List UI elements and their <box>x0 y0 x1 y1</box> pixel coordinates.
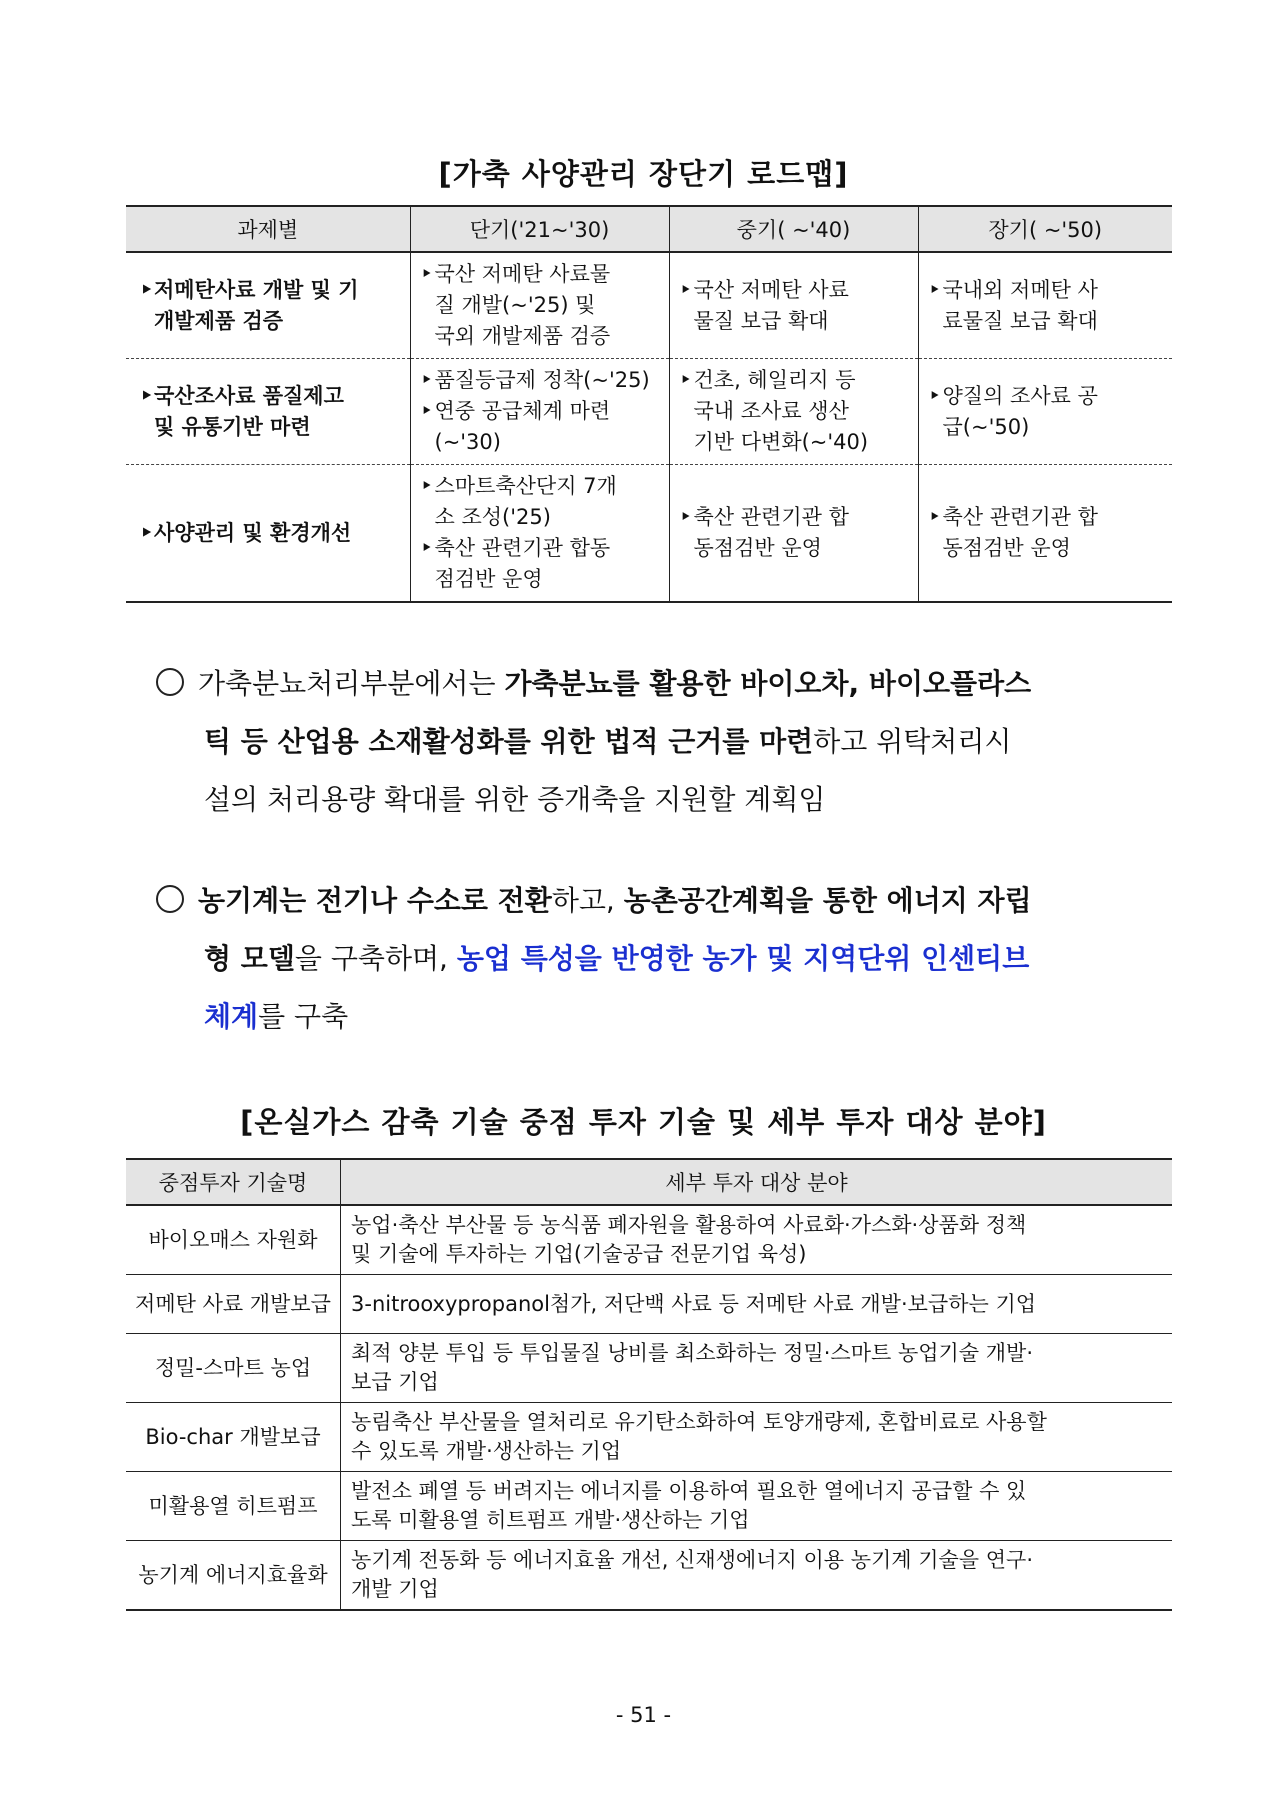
roadmap-table <box>126 205 1172 603</box>
detail-cell: 최적 양분 투입 등 투입물질 낭비를 최소화하는 정밀·스마트 농업기술 개발· 보급 기업 <box>341 1334 1173 1403</box>
table-row <box>126 1403 1172 1472</box>
table-row <box>126 1275 1172 1334</box>
tech-name-cell: 농기계 에너지효율화 <box>126 1541 341 1611</box>
paragraph-line: 형 모델을 구축하며, 농업 특성을 반영한 농가 및 지역단위 인센티브 <box>204 942 1030 975</box>
detail-cell: 농기계 전동화 등 에너지효율 개선, 신재생에너지 이용 농기계 기술을 연구· 개발 기업 <box>341 1541 1173 1611</box>
roadmap-header-mid: 중기( ~'40) <box>669 206 918 252</box>
invest-title: [온실가스 감축 기술 중점 투자 기술 및 세부 투자 대상 분야] <box>240 1105 1047 1139</box>
roadmap-header-row <box>126 206 1172 252</box>
task-cell: ‣저메탄사료 개발 및 기 개발제품 검증 <box>126 252 410 359</box>
short-cell: ‣국산 저메탄 사료물 질 개발(~'25) 및 국외 개발제품 검증 <box>410 252 669 359</box>
invest-header-name: 중점투자 기술명 <box>126 1159 341 1205</box>
tech-name-cell: 저메탄 사료 개발보급 <box>126 1275 341 1334</box>
paragraph-line: 체계를 구축 <box>204 1000 349 1033</box>
short-cell: ‣스마트축산단지 7개 소 조성('25) ‣축산 관련기관 합동 점검반 운영 <box>410 465 669 603</box>
tech-name-cell: 미활용열 히트펌프 <box>126 1472 341 1541</box>
long-cell: ‣양질의 조사료 공 급(~'50) <box>918 359 1172 465</box>
short-cell: ‣품질등급제 정착(~'25) ‣연중 공급체계 마련 (~'30) <box>410 359 669 465</box>
roadmap-header-task: 과제별 <box>126 206 410 252</box>
invest-table <box>126 1158 1172 1611</box>
detail-cell: 농림축산 부산물을 열처리로 유기탄소화하여 토양개량제, 혼합비료로 사용할 수 있도록 개발·생산하는 기업 <box>341 1403 1173 1472</box>
roadmap-title: [가축 사양관리 장단기 로드맵] <box>438 157 849 191</box>
task-cell: ‣사양관리 및 환경개선 <box>140 520 352 545</box>
circle-bullet-icon <box>156 885 184 913</box>
mid-cell: ‣건초, 헤일리지 등 국내 조사료 생산 기반 다변화(~'40) <box>669 359 918 465</box>
paragraph-line: 설의 처리용량 확대를 위한 증개축을 지원할 계획임 <box>204 783 826 816</box>
detail-cell: 발전소 폐열 등 버려지는 에너지를 이용하여 필요한 열에너지 공급할 수 있 도록 미활용열 히트펌프 개발·생산하는 기업 <box>341 1472 1173 1541</box>
paragraph-line: 틱 등 산업용 소재활성화를 위한 법적 근거를 마련하고 위탁처리시 <box>204 725 1012 758</box>
table-row <box>126 1205 1172 1275</box>
mid-cell: ‣국산 저메탄 사료 물질 보급 확대 <box>669 252 918 359</box>
table-row <box>126 359 1172 465</box>
detail-cell: 3-nitrooxypropanol첨가, 저단백 사료 등 저메탄 사료 개발·보급하는 기업 <box>341 1275 1173 1334</box>
invest-header-detail: 세부 투자 대상 분야 <box>341 1159 1173 1205</box>
table-row <box>126 1334 1172 1403</box>
page-number: - 51 - <box>615 1703 672 1727</box>
table-row <box>126 1472 1172 1541</box>
roadmap-header-long: 장기( ~'50) <box>918 206 1172 252</box>
tech-name-cell: 정밀-스마트 농업 <box>126 1334 341 1403</box>
long-cell: ‣국내외 저메탄 사 료물질 보급 확대 <box>918 252 1172 359</box>
table-row <box>126 252 1172 359</box>
mid-cell: ‣축산 관련기관 합 동점검반 운영 <box>669 465 918 603</box>
tech-name-cell: Bio-char 개발보급 <box>126 1403 341 1472</box>
table-row <box>126 465 1172 603</box>
task-cell: ‣국산조사료 품질제고 및 유통기반 마련 <box>126 359 410 465</box>
long-cell: ‣축산 관련기관 합 동점검반 운영 <box>918 465 1172 603</box>
paragraph-line: 농기계는 전기나 수소로 전환하고, 농촌공간계획을 통한 에너지 자립 <box>156 872 1032 930</box>
roadmap-header-short: 단기('21~'30) <box>410 206 669 252</box>
tech-name-cell: 바이오매스 자원화 <box>126 1205 341 1275</box>
table-row <box>126 1541 1172 1611</box>
detail-cell: 농업·축산 부산물 등 농식품 폐자원을 활용하여 사료화·가스화·상품화 정책 및 기술에 투자하는 기업(기술공급 전문기업 육성) <box>341 1205 1173 1275</box>
circle-bullet-icon <box>156 668 184 696</box>
paragraph-line: 가축분뇨처리부분에서는 가축분뇨를 활용한 바이오차, 바이오플라스 <box>156 655 1031 713</box>
invest-header-row <box>126 1159 1172 1205</box>
